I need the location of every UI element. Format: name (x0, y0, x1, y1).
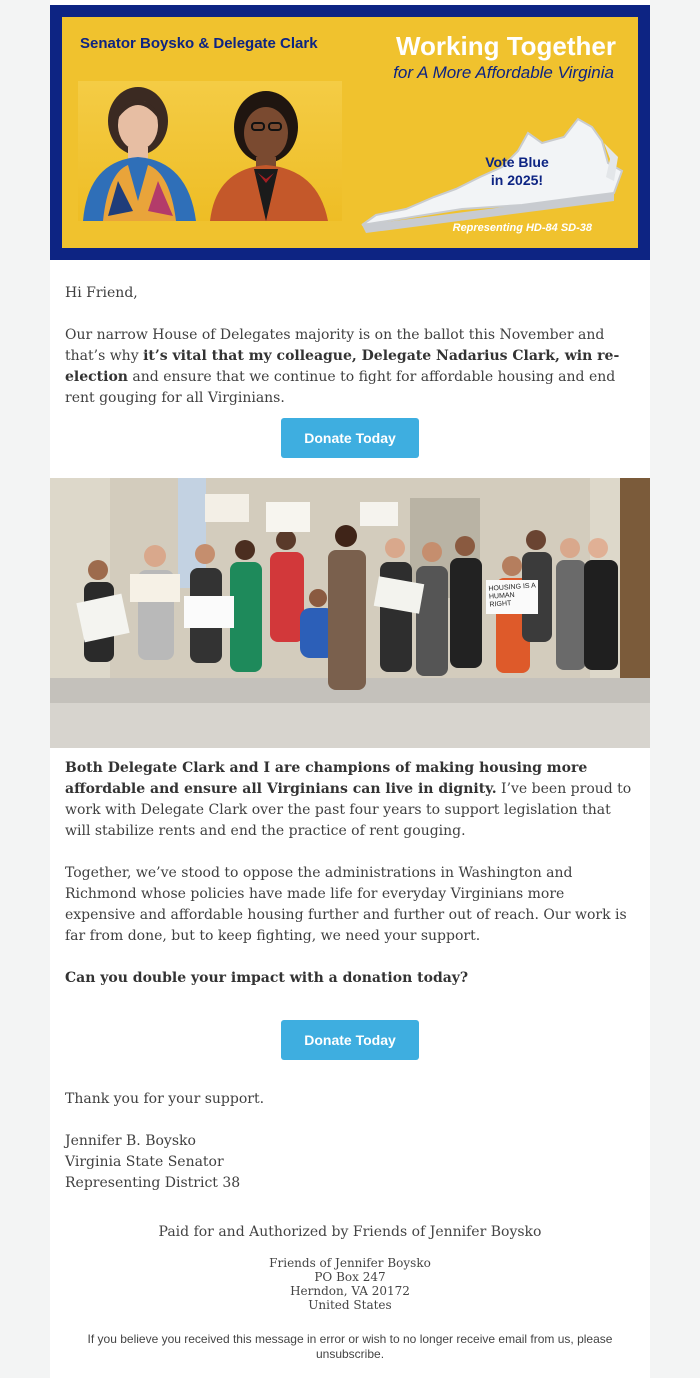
vote-blue-label (462, 153, 572, 189)
housing-sign-text: HOUSING IS A HUMAN RIGHT (488, 582, 536, 609)
greeting-text: Hi Friend, (65, 285, 138, 301)
donate-button[interactable]: Donate Today (281, 418, 419, 458)
signature-district: Representing District 38 (65, 1175, 241, 1191)
paragraph-champions-text (65, 758, 635, 842)
unsubscribe-link[interactable]: unsubscribe (315, 1347, 381, 1361)
paragraph-intro (65, 325, 635, 409)
paragraph-champions (65, 758, 635, 842)
paid-for-disclaimer: Paid for and Authorized by Friends of Jennifer Boysko (158, 1224, 542, 1240)
thanks (65, 1089, 635, 1110)
signature-title: Virginia State Senator (65, 1154, 224, 1170)
representing-districts: Representing HD-84 SD-38 (452, 222, 592, 234)
banner-names: Senator Boysko & Delegate Clark (80, 35, 318, 52)
para2-post: I’ve been proud to work with Delegate Clark over the past four years to support legislation that will stabilize rents and end the practice of rent gouging. (65, 781, 632, 839)
address-org: Friends of Jennifer Boysko (269, 1256, 431, 1270)
banner-title: Working Together (395, 31, 616, 61)
unsubscribe-notice (80, 1332, 620, 1362)
paragraph-together (65, 863, 635, 947)
question-text: Can you double your impact with a donation today? (65, 970, 469, 986)
vote-line-2: in 2025! (490, 172, 544, 188)
para1-post: and ensure that we continue to fight for affordable housing and end rent gouging for all Virginians. (65, 369, 616, 406)
group-photo-illustration (50, 478, 650, 748)
paragraph-together-text: Together, we’ve stood to oppose the administrations in Washington and Richmond whose policies have made life for everyday Virginians more expensive and affordable housing further and further out of reach. Our work is far from done, but to keep fighting, we need your support. (65, 865, 627, 944)
address-city: Herndon, VA 20172 (290, 1284, 410, 1298)
signature (65, 1131, 635, 1194)
para1-bold: it’s vital that my colleague, Delegate Nadarius Clark, win re-election (65, 348, 620, 385)
donate-button-2[interactable]: Donate Today (281, 1020, 419, 1060)
unsub-pre: If you believe you received this message in error or wish to no longer receive email from us, please (87, 1332, 613, 1346)
greeting (65, 283, 635, 304)
mailing-address (50, 1256, 650, 1312)
address-po-box: PO Box 247 (314, 1270, 386, 1284)
header-banner (50, 5, 650, 260)
candidates-illustration (78, 81, 342, 221)
banner-inner (60, 15, 640, 250)
group-photo (50, 478, 650, 748)
address-country: United States (308, 1298, 392, 1312)
vote-line-1: Vote Blue (485, 154, 549, 170)
question (65, 968, 635, 989)
thanks-text: Thank you for your support. (65, 1091, 265, 1107)
para1-pre: Our narrow House of Delegates majority is on the ballot this November and that’s why (65, 327, 605, 364)
email-body (50, 0, 650, 1378)
para2-bold: Both Delegate Clark and I are champions of making housing more affordable and ensure all Virginians can live in dignity. (65, 760, 588, 797)
unsub-post: . (380, 1347, 385, 1361)
signature-name: Jennifer B. Boysko (65, 1133, 196, 1149)
paragraph-intro-text (65, 325, 635, 409)
candidates-photo (78, 81, 342, 221)
banner-subtitle: for A More Affordable Virginia (393, 63, 614, 82)
